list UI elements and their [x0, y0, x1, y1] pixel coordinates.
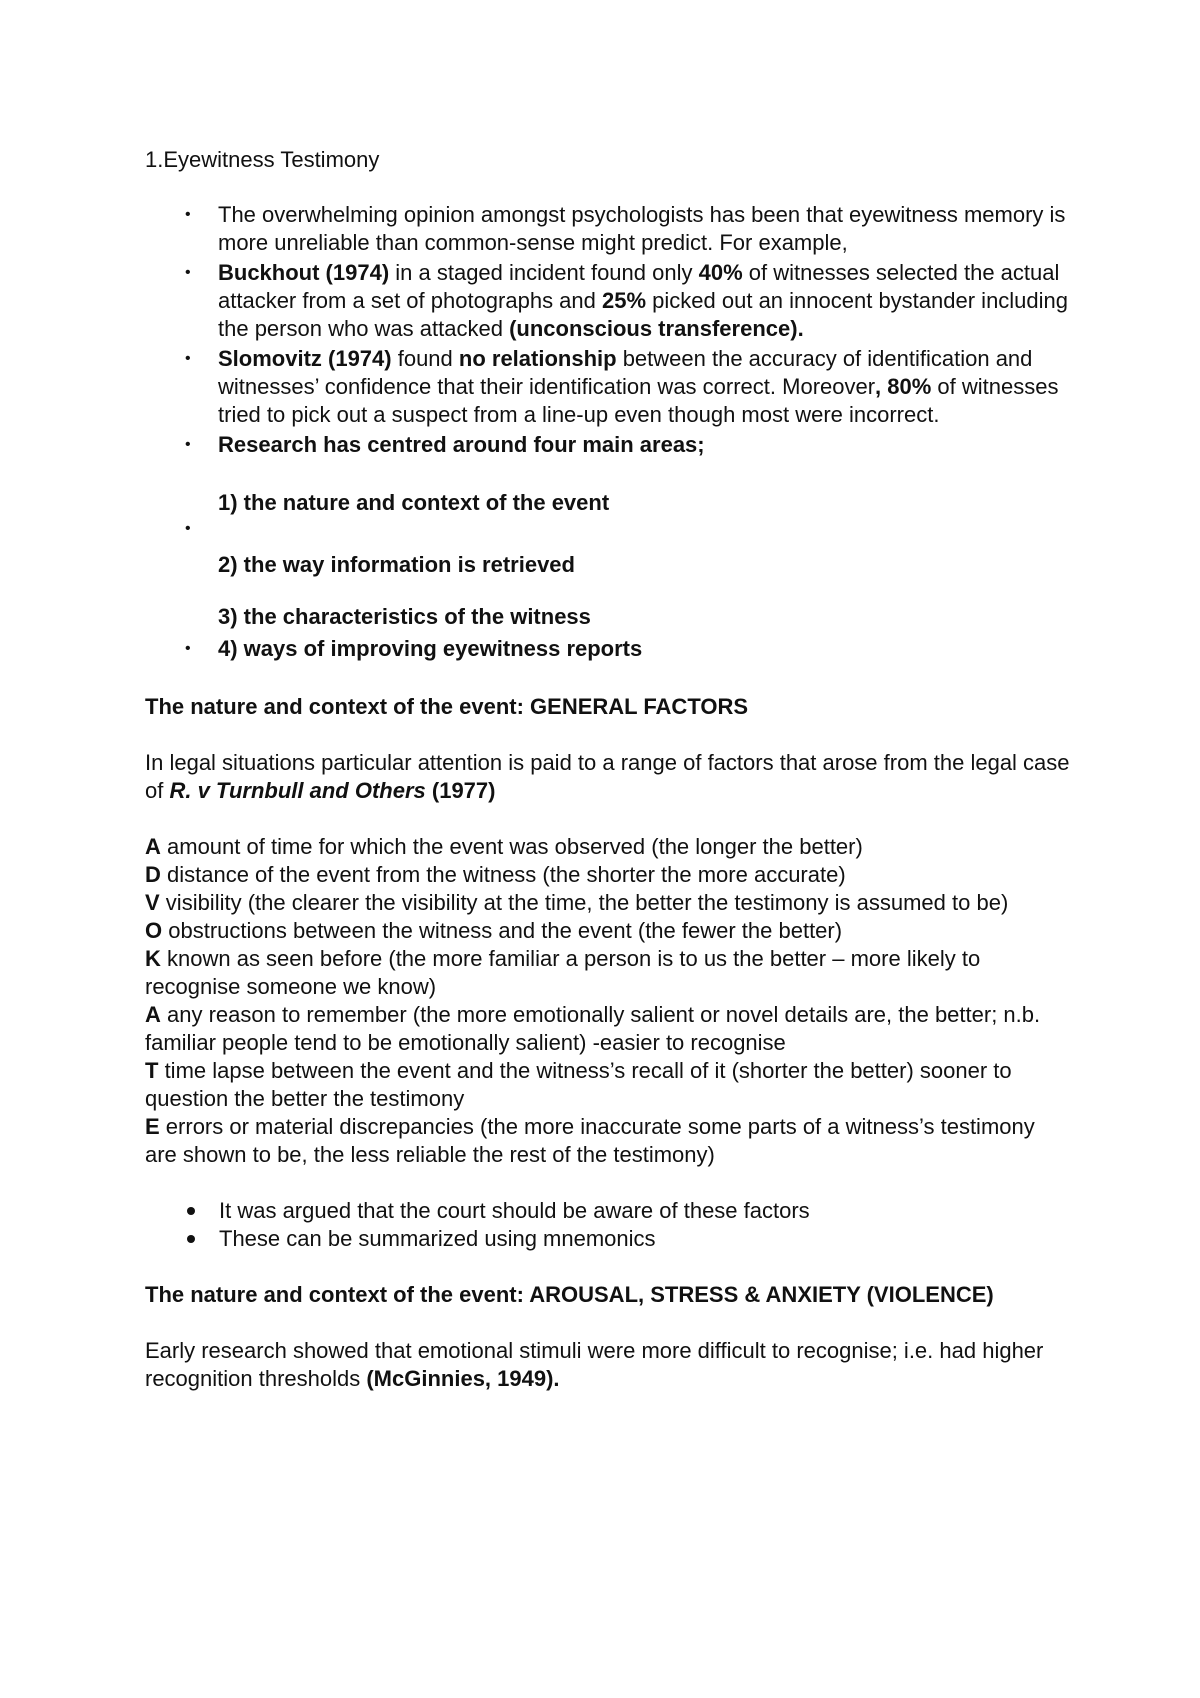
bullet-dot-icon — [187, 1207, 195, 1215]
section-heading-general-factors: The nature and context of the event: GENERAL FACTORS — [145, 694, 749, 719]
list-item: T time lapse between the event and the witness’s recall of it (shorter the better) sooner to question the better the testimony — [145, 1058, 1012, 1111]
research-area-2: 2) the way information is retrieved — [218, 552, 575, 577]
research-area-4: • 4) ways of improving eyewitness reports — [185, 636, 643, 661]
list-item: A any reason to remember (the more emotionally salient or novel details are, the better; n.b. familiar people tend to be emotionally salient) -easier to recognise — [145, 1002, 1041, 1055]
list-item: V visibility (the clearer the visibility at the time, the better the testimony is assumed to be) — [145, 890, 1009, 915]
research-area-3: 3) the characteristics of the witness — [218, 604, 591, 629]
list-item: A amount of time for which the event was observed (the longer the better) — [145, 834, 863, 859]
list-item: • Slomovitz (1974) found no relationship between the accuracy of identification and witnesses’ confidence that their identification was correct. Moreover, 80% of witnesses tried to pick out a suspect from a line-up even though most were incorrect. — [185, 346, 1059, 427]
advokate-list — [145, 833, 1070, 1169]
list-item: • Research has centred around four main areas; — [185, 432, 705, 457]
list-item: • Buckhout (1974) in a staged incident found only 40% of witnesses selected the actual attacker from a set of photographs and 25% picked out an innocent bystander including the person who was attacked (unconscious transference). — [185, 260, 1069, 341]
bullet-icon: • — [185, 520, 191, 537]
research-area-1: 1) the nature and context of the event — [218, 490, 610, 515]
document-title: 1.Eyewitness Testimony — [145, 147, 380, 172]
list-item: These can be summarized using mnemonics — [145, 1225, 1070, 1253]
list-item: O obstructions between the witness and the event (the fewer the better) — [145, 918, 843, 943]
bullet-icon: • — [185, 436, 191, 453]
early-research-paragraph: Early research showed that emotional stimuli were more difficult to recognise; i.e. had higher recognition thresholds (McGinnies, 1949). — [145, 1338, 1044, 1391]
bullet-icon: • — [185, 206, 191, 223]
bullet-icon: • — [185, 350, 191, 367]
list-item: K known as seen before (the more familiar a person is to us the better – more likely to recognise someone we know) — [145, 946, 981, 999]
citation: (McGinnies, 1949). — [366, 1366, 560, 1391]
list-item: E errors or material discrepancies (the more inaccurate some parts of a witness’s testimony are shown to be, the less reliable the rest of the testimony) — [145, 1114, 1035, 1167]
list-item: It was argued that the court should be aware of these factors — [145, 1197, 1070, 1225]
section-heading-arousal: The nature and context of the event: AROUSAL, STRESS & ANXIETY (VIOLENCE) — [145, 1282, 994, 1307]
intro-bullet-list — [145, 201, 1070, 459]
document-page — [145, 146, 1070, 1393]
case-name: R. v Turnbull and Others — [169, 778, 426, 803]
list-item: D distance of the event from the witness (the shorter the more accurate) — [145, 862, 846, 887]
bullet-icon: • — [185, 640, 191, 657]
bullet-icon: • — [185, 264, 191, 281]
summary-bullet-list — [145, 1197, 1070, 1253]
list-item: • The overwhelming opinion amongst psychologists has been that eyewitness memory is more unreliable than common-sense might predict. For example, — [185, 202, 1066, 255]
legal-case-paragraph: In legal situations particular attention is paid to a range of factors that arose from the legal case of R. v Turnbull and Others (1977) — [145, 750, 1070, 803]
empty-list-item — [145, 517, 1070, 537]
bullet-dot-icon — [187, 1235, 195, 1243]
